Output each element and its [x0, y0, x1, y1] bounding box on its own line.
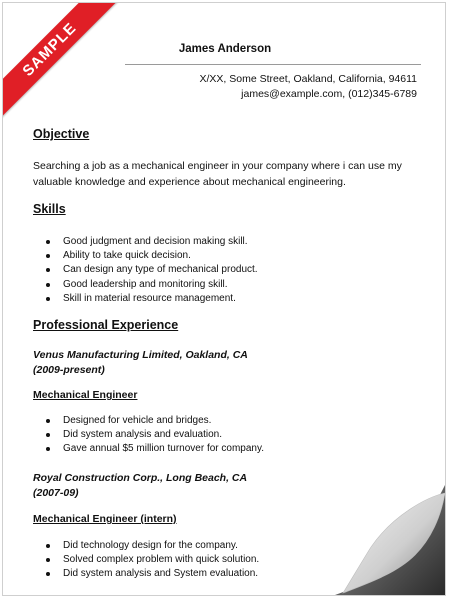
skill-item: Ability to take quick decision. — [33, 249, 258, 263]
skills-heading: Skills — [33, 202, 66, 216]
duty-item: Gave annual $5 million turnover for company. — [33, 442, 264, 456]
skill-item: Good leadership and monitoring skill. — [33, 278, 258, 292]
duty-item: Did technology design for the company. — [33, 539, 259, 553]
experience-heading: Professional Experience — [33, 318, 179, 332]
skill-item: Skill in material resource management. — [33, 292, 258, 306]
candidate-name: James Anderson — [178, 43, 272, 55]
address-line: X/XX, Some Street, Oakland, California, 94611 — [199, 73, 417, 85]
header-divider — [125, 64, 421, 65]
duty-item: Solved complex problem with quick solution. — [33, 553, 259, 567]
job-duties — [33, 414, 264, 457]
page-curl-icon — [335, 485, 445, 595]
objective-text: Searching a job as a mechanical engineer in your company where i can use my valuable knowledge and experience about mechanical engineering. — [33, 160, 402, 188]
job-company: Royal Construction Corp., Long Beach, CA — [33, 472, 248, 484]
resume-page — [2, 2, 446, 596]
skill-item: Good judgment and decision making skill. — [33, 235, 258, 249]
duty-item: Designed for vehicle and bridges. — [33, 414, 264, 428]
job-company: Venus Manufacturing Limited, Oakland, CA — [33, 349, 248, 361]
sample-ribbon: SAMPLE — [2, 2, 133, 133]
job-title: Mechanical Engineer — [33, 389, 138, 401]
skills-list — [33, 235, 258, 306]
objective-heading: Objective — [33, 127, 90, 141]
job-period: (2009-present) — [33, 364, 105, 376]
job-title: Mechanical Engineer (intern) — [33, 513, 177, 525]
duty-item: Did system analysis and System evaluation. — [33, 567, 259, 581]
job-duties — [33, 539, 259, 582]
skill-item: Can design any type of mechanical product. — [33, 263, 258, 277]
contact-line: james@example.com, (012)345-6789 — [241, 88, 417, 100]
duty-item: Did system analysis and evaluation. — [33, 428, 264, 442]
job-period: (2007-09) — [33, 487, 79, 499]
